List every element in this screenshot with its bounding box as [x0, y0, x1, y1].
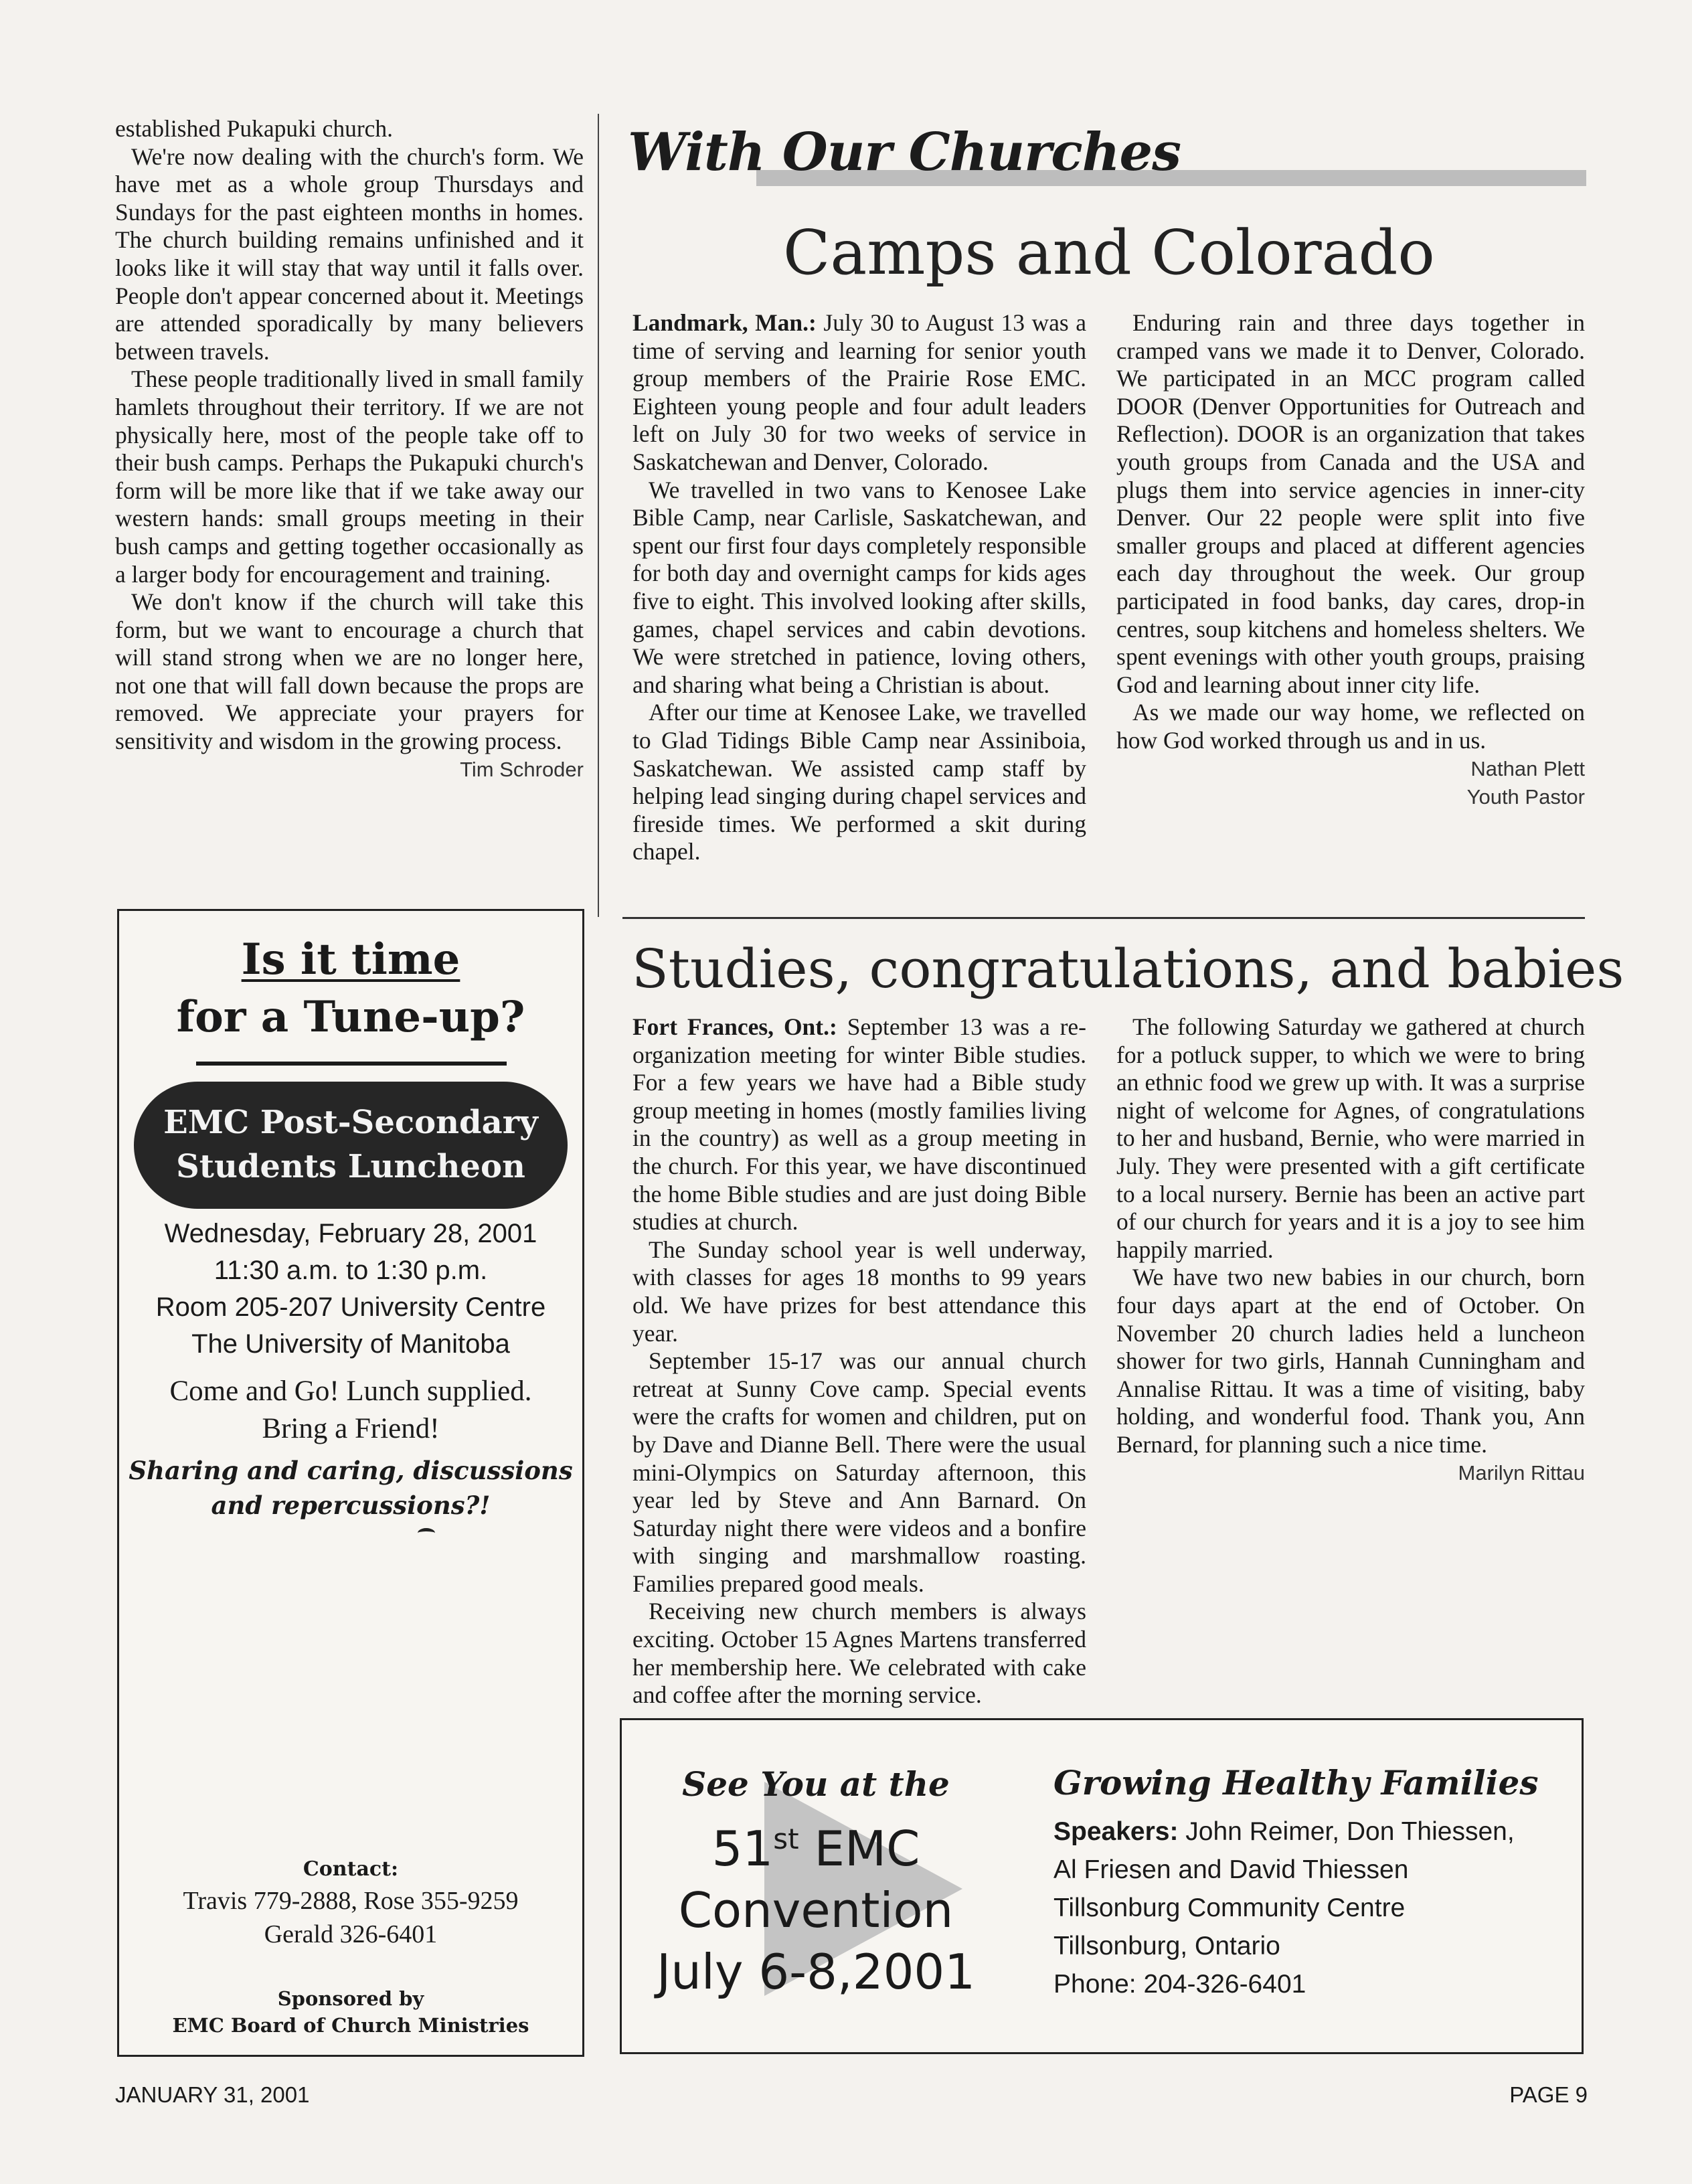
banner-title: With Our Churches: [628, 122, 1181, 183]
column-divider: [598, 114, 599, 917]
article1-location: Landmark, Man.:: [632, 309, 817, 336]
article2-location: Fort Frances, Ont.:: [632, 1013, 837, 1040]
ad-headline-rule: [196, 1062, 507, 1066]
article2-paragraph: [632, 1013, 1086, 1236]
article1-author-title: Youth Pastor: [1466, 784, 1585, 809]
speakers-label: Speakers:: [1053, 1817, 1179, 1846]
ad-time: 11:30 a.m. to 1:30 p.m.: [214, 1256, 488, 1285]
convention-venue: Tillsonburg Community Centre: [1053, 1894, 1406, 1922]
ad-headline-line1: Is it time: [241, 934, 460, 985]
ad-tagline-line2: and repercussions?!: [211, 1491, 491, 1520]
speakers-line1: [1053, 1813, 1549, 1851]
left-column-text: [115, 115, 584, 784]
article1-paragraph-text: July 30 to August 13 was a time of serving and learning for senior youth group members of the Prairie Rose EMC. Eighteen young people and four adult leaders left on July 30 for two weeks of service in Saskatchewan and Denver, Colorado.: [632, 309, 1087, 475]
article1-author: Nathan Plett: [1470, 756, 1585, 780]
sponsor-label: Sponsored by: [277, 1987, 424, 2010]
oval-line1: EMC Post-Secondary: [163, 1104, 538, 1141]
contact-line1: Travis 779-2888, Rose 355-9259: [183, 1887, 519, 1915]
speakers-line2: Al Friesen and David Thiessen: [1053, 1855, 1409, 1884]
ad-friend-line: Bring a Friend!: [262, 1413, 440, 1444]
ad-come-line: Come and Go! Lunch supplied.: [169, 1375, 532, 1407]
left-column-paragraph: We don't know if the church will take this form, but we want to encourage a church that will stand strong when we are no longer here, not one that will fall down because the props are removed. We appreciate your prayers for sensitivity and wisdom in the growing process.: [115, 588, 584, 755]
luncheon-ad: [117, 909, 584, 2057]
section-banner: [622, 112, 1586, 193]
ad-headline: [119, 931, 582, 1046]
article-divider: [622, 917, 1585, 919]
article1-column-left: [632, 309, 1086, 898]
article2-column-right: [1116, 1013, 1585, 1487]
contact-label: Contact:: [303, 1857, 399, 1881]
article2-author: Marilyn Rittau: [1458, 1460, 1585, 1485]
convention-number-line: [649, 1809, 983, 1879]
left-column-paragraph: established Pukapuki church.: [115, 115, 394, 142]
convention-ad-right: [1053, 1760, 1549, 2003]
see-you-line: See You at the: [682, 1764, 950, 1804]
article1-title: Camps and Colorado: [783, 217, 1435, 288]
article1-paragraph: We travelled in two vans to Kenosee Lake Bible Camp, near Carlisle, Saskatchewan, and spent our first four days completely responsible for both day and overnight camps for kids ages five to eight. This involved looking after skills, games, chapel services and cabin devotions. We were stretched in patience, loving others, and sharing what being a Christian is about.: [632, 476, 1086, 698]
article2-paragraph: We have two new babies in our church, born four days apart at the end of October. On November 20 church ladies held a luncheon shower for two girls, Hannah Cunningham and Annalise Rittau. It was a time of visiting, baby holding, and wonderful food. Thank you, Ann Bernard, for planning such a nice time.: [1116, 1264, 1585, 1458]
contact-line2: Gerald 326-6401: [264, 1920, 438, 1948]
convention-city: Tillsonburg, Ontario: [1053, 1932, 1280, 1960]
speakers-names: John Reimer, Don Thiessen,: [1178, 1817, 1515, 1846]
convention-word: Convention: [678, 1882, 954, 1938]
ad-room: Room 205-207 University Centre: [155, 1292, 546, 1322]
article2-title: Studies, congratulations, and babies: [632, 938, 1624, 1000]
article1-paragraph: Enduring rain and three days together in cramped vans we made it to Denver, Colorado. We participated in an MCC program called DOOR (Denver Opportunities for Outreach and Reflection). DOOR is an organization that takes youth groups from Canada and the USA and plugs them into service agencies in inner-city Denver. Our 22 people were split into five smaller groups and placed at different agencies each day throughout the week. Our group participated in food banks, day cares, drop-in centres, soup kitchens and homeless shelters. We spent evenings with other youth groups, praising God and learning about inner city life.: [1116, 309, 1585, 698]
ad-contact: [119, 1855, 582, 1951]
convention-theme: Growing Healthy Families: [1053, 1763, 1539, 1802]
convention-emc: EMC: [798, 1821, 920, 1877]
ad-tagline: [119, 1453, 582, 1523]
article1-column-right: [1116, 309, 1585, 811]
oval-line2: Students Luncheon: [176, 1148, 525, 1185]
convention-ordinal: st: [773, 1823, 799, 1855]
convention-ad-left: [649, 1760, 983, 2003]
left-column-byline: Tim Schroder: [460, 757, 584, 781]
article2-paragraph: The Sunday school year is well underway, with classes for ages 18 months to 99 years old. We have prizes for best attendance this year.: [632, 1236, 1086, 1347]
left-column-paragraph: We're now dealing with the church's form. We have met as a whole group Thursdays and Sundays for the past eighteen months in homes. The church building remains unfinished and it looks like it will stay that way until it falls over. People don't appear concerned about it. Meetings are attended sporadically by many believers between travels.: [115, 143, 584, 365]
ad-headline-line2: for a Tune-up?: [176, 992, 525, 1042]
convention-dates: July 6-8,2001: [656, 1944, 976, 2000]
ad-sponsor: [119, 1985, 582, 2039]
article2-paragraph: September 15-17 was our annual church retreat at Sunny Cove camp. Special events were the crafts for women and children, put on by Dave and Dianne Bell. There were the usual mini-Olympics on Saturday afternoon, this year led by Steve and Ann Barnard. On Saturday night there were videos and a bonfire with singing and marshmallow roasting. Families prepared good meals.: [632, 1347, 1086, 1597]
left-column-paragraph: These people traditionally lived in small family hamlets throughout their territory. If we are not physically here, most of the people take off to their bush camps. Perhaps the Pukapuki church's form will be more like that if we take away our western hands: small groups meeting in their bush camps and getting together occasionally as a larger body for encouragement and training.: [115, 365, 584, 588]
ad-date: Wednesday, February 28, 2001: [164, 1219, 537, 1248]
article2-paragraph: Receiving new church members is always exciting. October 15 Agnes Martens transferred her membership here. We celebrated with cake and coffee after the morning service.: [632, 1598, 1086, 1709]
article2-column-left: [632, 1013, 1087, 1709]
article1-paragraph: As we made our way home, we reflected on how God worked through us and in us.: [1116, 699, 1585, 754]
ad-details: [119, 1215, 582, 1363]
luncheon-oval-badge: [134, 1082, 568, 1209]
ad-tagline-line1: Sharing and caring, discussions: [129, 1456, 573, 1485]
small-arc-mark: [418, 1528, 435, 1538]
convention-ad: [620, 1718, 1584, 2054]
ad-university: The University of Manitoba: [191, 1329, 510, 1359]
article1-paragraph: [632, 309, 1086, 477]
footer-page-number: PAGE 9: [1509, 2082, 1588, 2107]
ad-come-and-go: [119, 1373, 582, 1448]
article1-paragraph: After our time at Kenosee Lake, we travelled to Glad Tidings Bible Camp near Assiniboia, Saskatchewan. We assisted camp staff by helping lead singing during chapel services and fireside times. We performed a skit during chapel.: [632, 699, 1086, 865]
footer-date: JANUARY 31, 2001: [115, 2082, 310, 2107]
convention-number: 51: [711, 1821, 774, 1877]
sponsor-name: EMC Board of Church Ministries: [172, 2014, 529, 2037]
article2-paragraph-text: September 13 was a re-organization meeting for winter Bible studies. For a few years we have had a Bible study group meeting in homes (mostly families living in the country) as well as a group meeting in the church. For this year, we have discontinued the home Bible studies and are just doing Bible studies at church.: [632, 1013, 1087, 1236]
convention-phone: Phone: 204-326-6401: [1053, 1970, 1306, 1999]
article2-paragraph: The following Saturday we gathered at church for a potluck supper, to which we were to bring an ethnic food we grew up with. It was a surprise night of welcome for Agnes, of congratulations to her and husband, Bernie, who were married in July. They were presented with a gift certificate to a local nursery. Bernie has been an active part of our church for years and it is a joy to see him happily married.: [1116, 1013, 1585, 1263]
